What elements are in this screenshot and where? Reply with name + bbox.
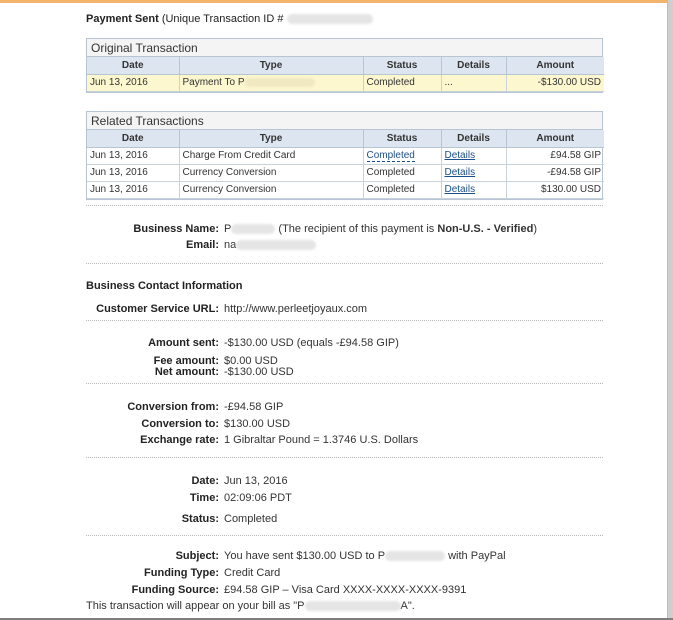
cell-status: Completed bbox=[363, 181, 441, 198]
section-divider bbox=[86, 263, 603, 264]
column-header-details: Details bbox=[441, 130, 506, 147]
business-name-value bbox=[224, 223, 537, 235]
redacted-recipient bbox=[245, 78, 315, 87]
section-divider bbox=[86, 383, 603, 384]
conversion-to-value: $130.00 USD bbox=[224, 418, 291, 430]
original-transaction-panel bbox=[86, 38, 603, 93]
column-header-type: Type bbox=[179, 130, 363, 147]
funding-type-label: Funding Type: bbox=[144, 567, 219, 579]
conversion-from-label: Conversion from: bbox=[127, 401, 219, 413]
customer-service-url-value: http://www.perleetjoyaux.com bbox=[224, 303, 368, 315]
fee-amount-value: $0.00 USD bbox=[224, 355, 278, 367]
cell-details: ... bbox=[441, 74, 506, 91]
details-link[interactable]: Details bbox=[444, 150, 476, 161]
business-name-label: Business Name: bbox=[133, 223, 219, 235]
status-label: Status: bbox=[181, 513, 219, 525]
top-accent-bar bbox=[0, 0, 673, 3]
business-name-text: P bbox=[224, 223, 232, 235]
column-header-details: Details bbox=[441, 57, 506, 74]
date-value: Jun 13, 2016 bbox=[224, 475, 288, 487]
redacted-business-name bbox=[231, 224, 275, 234]
exchange-rate-value: 1 Gibraltar Pound = 1.3746 U.S. Dollars bbox=[224, 434, 419, 446]
table-row bbox=[87, 164, 604, 181]
cell-date: Jun 13, 2016 bbox=[87, 74, 179, 91]
cell-type: Charge From Credit Card bbox=[179, 147, 363, 164]
cell-amount: -$130.00 USD bbox=[506, 74, 604, 91]
funding-source-label: Funding Source: bbox=[131, 584, 219, 596]
funding-source-value: £94.58 GIP – Visa Card XXXX-XXXX-XXXX-9391 bbox=[224, 584, 467, 596]
net-amount-value: -$130.00 USD bbox=[224, 366, 294, 378]
cell-details[interactable] bbox=[441, 147, 506, 164]
table-header-row bbox=[87, 57, 604, 74]
details-link[interactable]: Details bbox=[444, 184, 476, 195]
funding-type-value: Credit Card bbox=[224, 567, 281, 579]
cell-status[interactable] bbox=[363, 147, 441, 164]
recipient-status-pre: (The recipient of this payment is bbox=[278, 223, 435, 235]
related-transactions-panel bbox=[86, 111, 603, 200]
related-transactions-title: Related Transactions bbox=[87, 112, 602, 130]
exchange-rate-label: Exchange rate: bbox=[140, 434, 219, 446]
original-transaction-table bbox=[87, 57, 604, 92]
cell-amount: £94.58 GIP bbox=[506, 147, 604, 164]
table-row bbox=[87, 147, 604, 164]
title-bold: Payment Sent bbox=[86, 13, 159, 25]
table-row bbox=[87, 74, 604, 91]
amount-sent-value: -$130.00 USD (equals -£94.58 GIP) bbox=[224, 337, 399, 349]
cell-details[interactable] bbox=[441, 164, 506, 181]
column-header-date: Date bbox=[87, 130, 179, 147]
recipient-status-post: ) bbox=[533, 223, 538, 235]
window-scrollbar[interactable] bbox=[667, 0, 673, 620]
subject-value bbox=[224, 550, 506, 562]
conversion-from-value: -£94.58 GIP bbox=[224, 401, 284, 413]
original-transaction-title: Original Transaction bbox=[87, 39, 602, 57]
email-label: Email: bbox=[185, 239, 219, 251]
conversion-to-label: Conversion to: bbox=[141, 418, 219, 430]
column-header-date: Date bbox=[87, 57, 179, 74]
section-divider bbox=[86, 205, 603, 206]
column-header-amount: Amount bbox=[506, 57, 604, 74]
customer-service-url-label: Customer Service URL: bbox=[96, 303, 219, 315]
cell-date: Jun 13, 2016 bbox=[87, 147, 179, 164]
bill-descriptor-note bbox=[86, 600, 415, 612]
status-link[interactable]: Completed bbox=[366, 150, 415, 161]
redacted-email bbox=[236, 240, 316, 250]
section-divider bbox=[86, 320, 603, 321]
subject-suffix: with PayPal bbox=[448, 550, 506, 562]
email-text: na bbox=[224, 239, 237, 251]
page-title bbox=[86, 13, 373, 25]
email-value bbox=[224, 239, 316, 251]
related-transactions-table bbox=[87, 130, 604, 199]
cell-status: Completed bbox=[363, 164, 441, 181]
title-transaction-id-label: (Unique Transaction ID # bbox=[161, 13, 284, 25]
fee-amount-label: Fee amount: bbox=[153, 355, 219, 367]
column-header-status: Status bbox=[363, 130, 441, 147]
net-amount-label: Net amount: bbox=[154, 366, 219, 378]
recipient-status-bold: Non-U.S. - Verified bbox=[437, 223, 534, 235]
column-header-amount: Amount bbox=[506, 130, 604, 147]
subject-text: You have sent $130.00 USD to P bbox=[224, 550, 386, 562]
column-header-type: Type bbox=[179, 57, 363, 74]
details-link[interactable]: Details bbox=[444, 167, 476, 178]
table-row bbox=[87, 181, 604, 198]
business-contact-heading: Business Contact Information bbox=[86, 280, 243, 292]
bill-descriptor-text: This transaction will appear on your bill as "P bbox=[86, 600, 305, 612]
date-label: Date: bbox=[191, 475, 219, 487]
cell-type: Currency Conversion bbox=[179, 164, 363, 181]
cell-date: Jun 13, 2016 bbox=[87, 181, 179, 198]
time-label: Time: bbox=[189, 492, 219, 504]
cell-type-text: Payment To P bbox=[182, 77, 245, 88]
bill-descriptor-suffix: A". bbox=[400, 600, 415, 612]
redacted-recipient bbox=[385, 551, 445, 561]
redacted-bill-descriptor bbox=[305, 601, 401, 611]
cell-type: Currency Conversion bbox=[179, 181, 363, 198]
redacted-transaction-id bbox=[287, 14, 373, 24]
cell-date: Jun 13, 2016 bbox=[87, 164, 179, 181]
time-value: 02:09:06 PDT bbox=[224, 492, 292, 504]
status-value: Completed bbox=[224, 513, 278, 525]
cell-type bbox=[179, 74, 363, 91]
amount-sent-label: Amount sent: bbox=[148, 337, 219, 349]
section-divider bbox=[86, 457, 603, 458]
cell-status: Completed bbox=[363, 74, 441, 91]
cell-details[interactable] bbox=[441, 181, 506, 198]
cell-amount: -£94.58 GIP bbox=[506, 164, 604, 181]
column-header-status: Status bbox=[363, 57, 441, 74]
cell-amount: $130.00 USD bbox=[506, 181, 604, 198]
section-divider bbox=[86, 535, 603, 536]
subject-label: Subject: bbox=[175, 550, 219, 562]
table-header-row bbox=[87, 130, 604, 147]
